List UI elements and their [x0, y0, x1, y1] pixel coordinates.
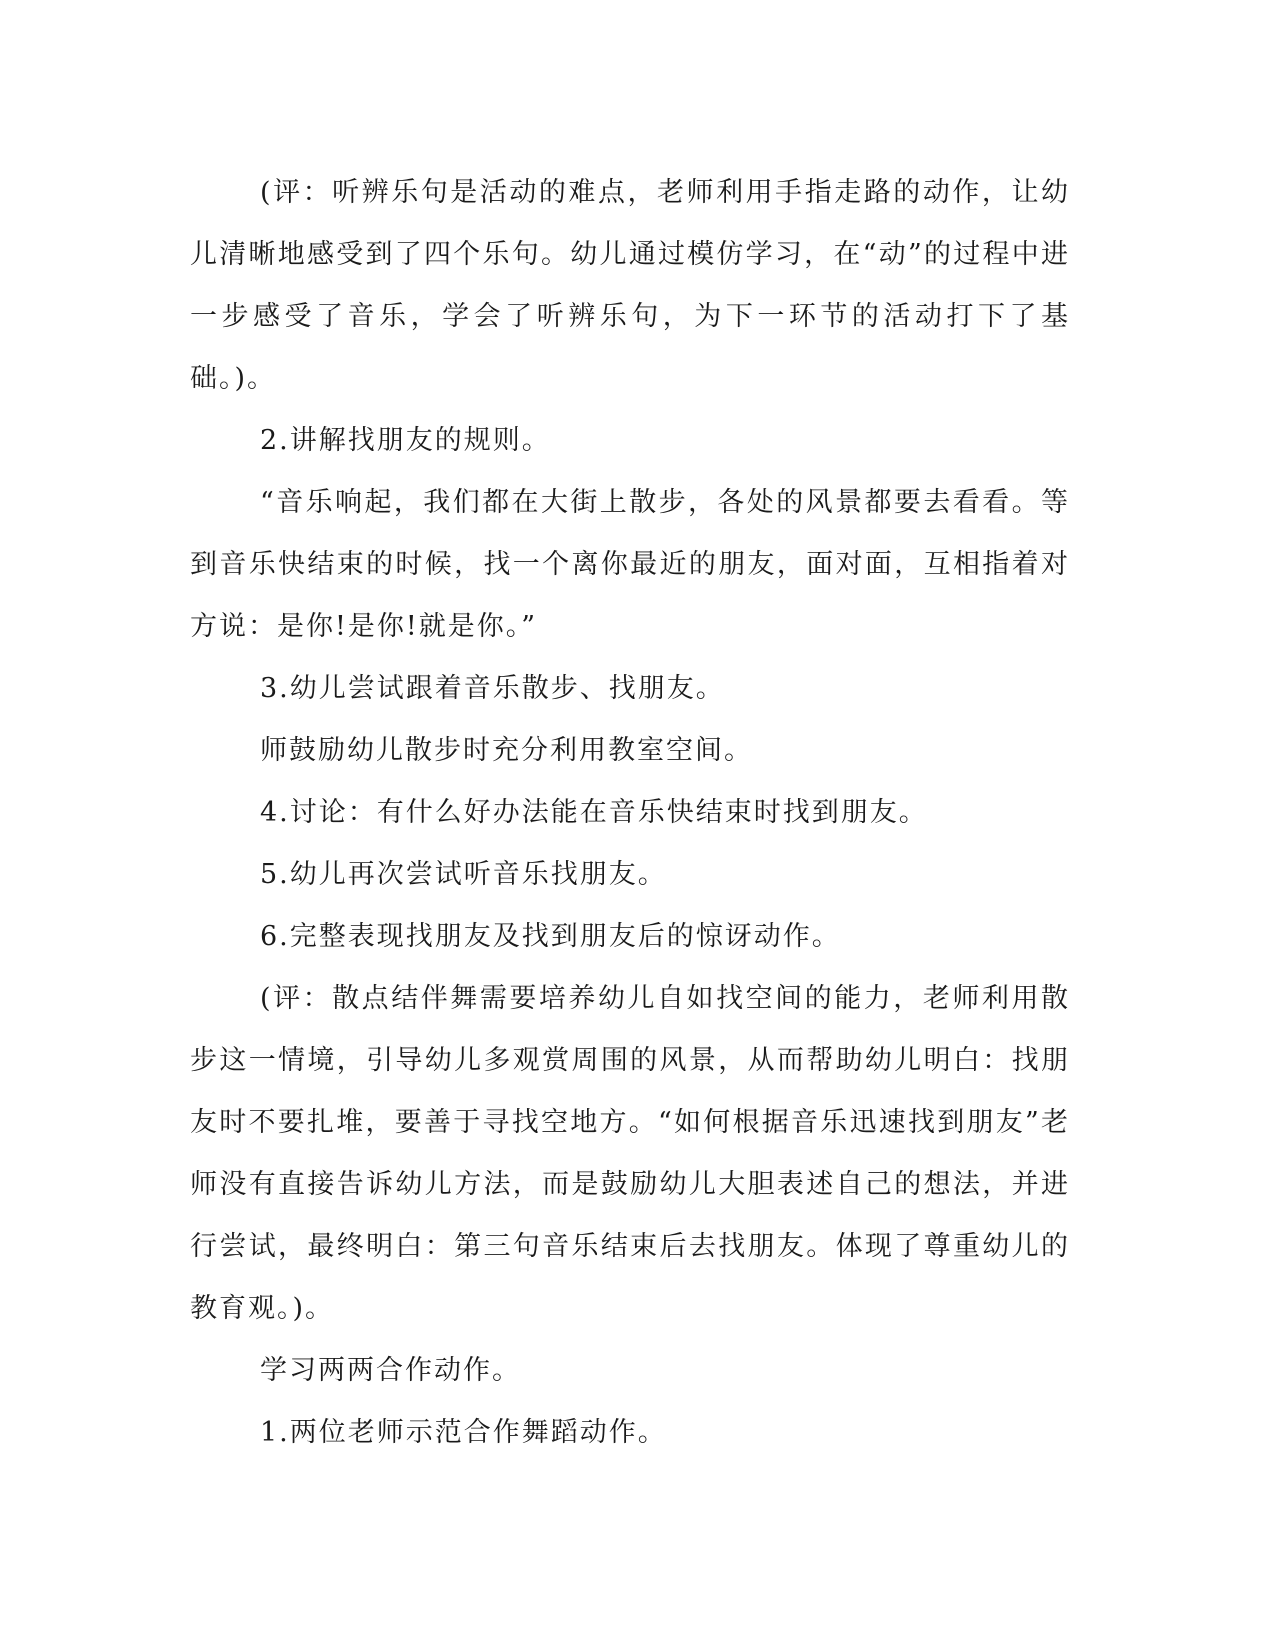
document-body: [190, 162, 1070, 1464]
paragraph-step-3: 3.幼儿尝试跟着音乐散步、找朋友。: [260, 673, 725, 704]
paragraph-step-1: 1.两位老师示范合作舞蹈动作。: [260, 1417, 667, 1448]
paragraph-step-2: 2.讲解找朋友的规则。: [260, 425, 551, 456]
paragraph-quote: “音乐响起，我们都在大街上散步，各处的风景都要去看看。等到音乐快结束的时候，找一个离你最近的朋友，面对面，互相指着对方说：是你!是你!就是你。”: [190, 487, 1070, 642]
paragraph-section-heading: 学习两两合作动作。: [260, 1355, 521, 1386]
paragraph-step-5: 5.幼儿再次尝试听音乐找朋友。: [260, 859, 667, 890]
paragraph-note-1: 师鼓励幼儿散步时充分利用教室空间。: [260, 735, 753, 766]
paragraph-comment-2: (评：散点结伴舞需要培养幼儿自如找空间的能力，老师利用散步这一情境，引导幼儿多观赏周围的风景，从而帮助幼儿明白：找朋友时不要扎堆，要善于寻找空地方。“如何根据音乐迅速找到朋友”老师没有直接告诉幼儿方法，而是鼓励幼儿大胆表述自己的想法，并进行尝试，最终明白：第三句音乐结束后去找朋友。体现了尊重幼儿的教育观。)。: [190, 983, 1070, 1324]
paragraph-comment-1: (评：听辨乐句是活动的难点，老师利用手指走路的动作，让幼儿清晰地感受到了四个乐句。幼儿通过模仿学习，在“动”的过程中进一步感受了音乐，学会了听辨乐句，为下一环节的活动打下了基础。)。: [190, 177, 1070, 394]
paragraph-step-6: 6.完整表现找朋友及找到朋友后的惊讶动作。: [260, 921, 841, 952]
paragraph-step-4: 4.讨论：有什么好办法能在音乐快结束时找到朋友。: [260, 797, 928, 828]
